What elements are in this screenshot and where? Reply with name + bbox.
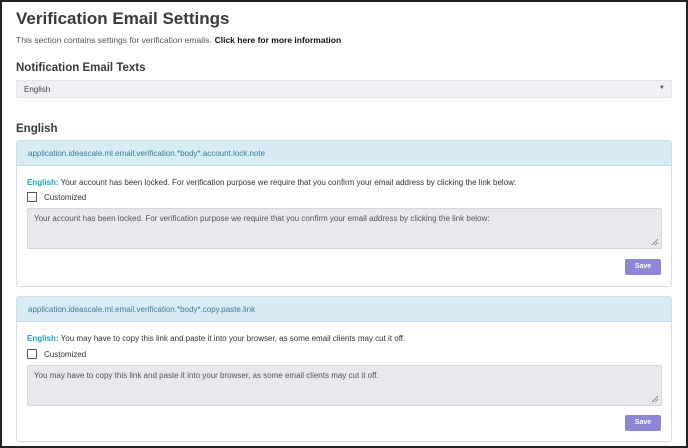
page-title: Verification Email Settings [16, 9, 230, 28]
customized-row [27, 349, 86, 359]
message-card [16, 296, 672, 442]
customized-checkbox[interactable] [27, 192, 37, 202]
customized-row [27, 192, 86, 202]
message-textarea[interactable] [27, 208, 662, 249]
customized-label: Customized [44, 349, 87, 359]
page-description [16, 35, 341, 45]
message-default-text [27, 178, 516, 187]
save-button[interactable]: Save [625, 415, 661, 431]
textarea-value: Your account has been locked. For verification purpose we require that you confirm your email address by clicking the link below: [34, 214, 490, 223]
textarea-value: You may have to copy this link and paste it into your browser, as some email clients may cut it off. [34, 371, 379, 380]
more-information-link[interactable]: Click here for more information [214, 35, 342, 45]
description-text: This section contains settings for verification emails. [16, 35, 212, 45]
resize-grip-icon[interactable] [651, 395, 659, 403]
caret-down-icon: ▼ [659, 85, 665, 91]
message-default-text [27, 334, 405, 343]
default-text: You may have to copy this link and paste it into your browser, as some email clients may cut it off. [60, 334, 406, 343]
language-select-value: English [24, 85, 51, 94]
resize-grip-icon[interactable] [651, 238, 659, 246]
language-select[interactable] [16, 80, 672, 98]
message-key-header: application.ideascale.ml.email.verification.*body*.copy.paste.link [17, 297, 671, 322]
language-label: English: [27, 178, 59, 187]
customized-label: Customized [44, 192, 87, 202]
message-textarea[interactable] [27, 365, 662, 406]
message-key-header: application.ideascale.ml.email.verification.*body*.account.lock.note [17, 141, 671, 166]
message-card [16, 140, 672, 287]
language-section-title: English [16, 123, 58, 135]
customized-checkbox[interactable] [27, 349, 37, 359]
default-text: Your account has been locked. For verification purpose we require that you confirm your email address by clicking the link below: [60, 178, 517, 187]
notification-section-title: Notification Email Texts [16, 62, 146, 74]
save-button[interactable]: Save [625, 259, 661, 275]
language-label: English: [27, 334, 59, 343]
